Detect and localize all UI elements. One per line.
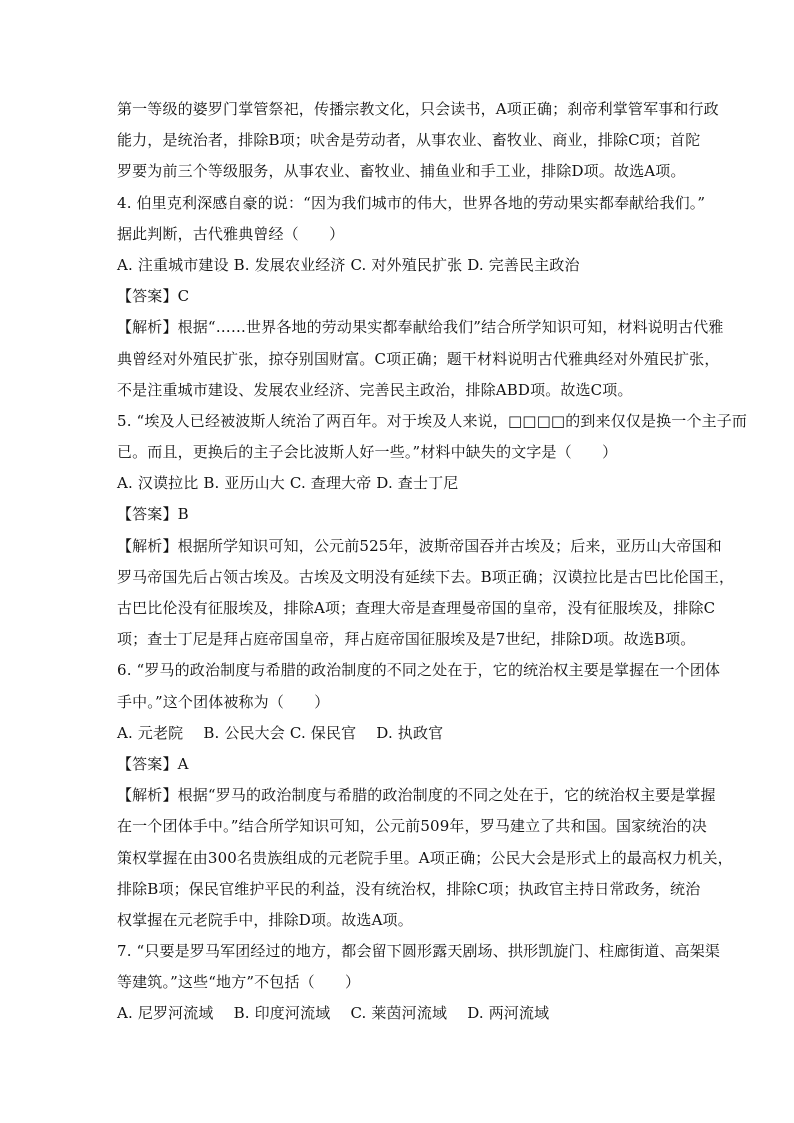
question-6-analysis: 在一个团体手中。”结合所学知识可知，公元前509年，罗马建立了共和国。国家统治的决 [117, 817, 707, 836]
question-7-stem: 7. “只要是罗马军团经过的地方，都会留下圆形露天剧场、拱形凯旋门、柱廊街道、高架渠 [117, 942, 721, 961]
question-4-analysis: 【解析】根据“……世界各地的劳动果实都奉献给我们”结合所学知识可知，材料说明古代雅 [117, 318, 724, 337]
question-4-answer: 【答案】C [117, 287, 190, 306]
question-4-stem: 4. 伯里克利深感自豪的说：“因为我们城市的伟大，世界各地的劳动果实都奉献给我们。” [117, 193, 706, 212]
text-line: 第一等级的婆罗门掌管祭祀，传播宗教文化，只会读书，A项正确；刹帝利掌管军事和行政 [117, 100, 719, 118]
question-6-analysis: 【解析】根据“罗马的政治制度与希腊的政治制度的不同之处在于，它的统治权主要是掌握 [117, 786, 716, 805]
question-5-answer: 【答案】B [117, 505, 189, 524]
question-6-options: A. 元老院 B. 公民大会 C. 保民官 D. 执政官 [117, 723, 444, 742]
document-page [117, 94, 748, 1030]
question-6-stem-cont: 手中。”这个团体被称为（ ） [117, 692, 330, 711]
text-line: 能力，是统治者，排除B项；吠舍是劳动者，从事农业、畜牧业、商业，排除C项；首陀 [117, 131, 701, 150]
question-5-analysis: 罗马帝国先后占领古埃及。古埃及文明没有延续下去。B项正确；汉谟拉比是古巴比伦国王， [117, 567, 735, 586]
question-5-analysis: 古巴比伦没有征服埃及，排除A项；查理大帝是查理曼帝国的皇帝，没有征服埃及，排除C [117, 599, 716, 617]
question-5-stem-cont: 已。而且，更换后的主子会比波斯人好一些。”材料中缺失的文字是（ ） [117, 443, 618, 462]
question-5-analysis: 【解析】根据所学知识可知，公元前525年，波斯帝国吞并古埃及；后来，亚历山大帝国和 [117, 536, 722, 555]
question-4-stem-cont: 据此判断，古代雅典曾经（ ） [117, 224, 345, 243]
question-6-stem: 6. “罗马的政治制度与希腊的政治制度的不同之处在于，它的统治权主要是掌握在一个团体 [117, 661, 721, 680]
text-line: 罗要为前三个等级服务，从事农业、畜牧业、捕鱼业和手工业，排除D项。故选A项。 [117, 162, 686, 181]
question-6-answer: 【答案】A [117, 754, 189, 773]
question-5-options: A. 汉谟拉比 B. 亚历山大 C. 查理大帝 D. 查士丁尼 [117, 474, 459, 493]
question-4-analysis: 不是注重城市建设、发展农业经济、完善民主政治，排除ABD项。故选C项。 [117, 380, 633, 399]
question-7-options: A. 尼罗河流域 B. 印度河流域 C. 莱茵河流域 D. 两河流域 [117, 1004, 550, 1023]
question-6-analysis: 权掌握在元老院手中，排除D项。故选A项。 [117, 910, 413, 929]
question-6-analysis: 排除B项；保民官维护平民的利益，没有统治权，排除C项；执政官主持日常政务，统治 [117, 879, 701, 898]
question-4-options: A. 注重城市建设 B. 发展农业经济 C. 对外殖民扩张 D. 完善民主政治 [117, 255, 580, 274]
question-4-analysis: 典曾经对外殖民扩张，掠夺别国财富。C项正确；题干材料说明古代雅典经对外殖民扩张， [117, 349, 720, 368]
question-5-stem: 5. “埃及人已经被波斯人统治了两百年。对于埃及人来说，□□□□的到来仅仅是换一个主子而 [117, 411, 748, 430]
question-7-stem-cont: 等建筑。”这些“地方”不包括（ ） [117, 973, 361, 992]
question-6-analysis: 策权掌握在由300名贵族组成的元老院手里。A项正确；公民大会是形式上的最高权力机关， [117, 848, 733, 867]
question-5-analysis: 项；查士丁尼是拜占庭帝国皇帝，拜占庭帝国征服埃及是7世纪，排除D项。故选B项。 [117, 630, 696, 649]
